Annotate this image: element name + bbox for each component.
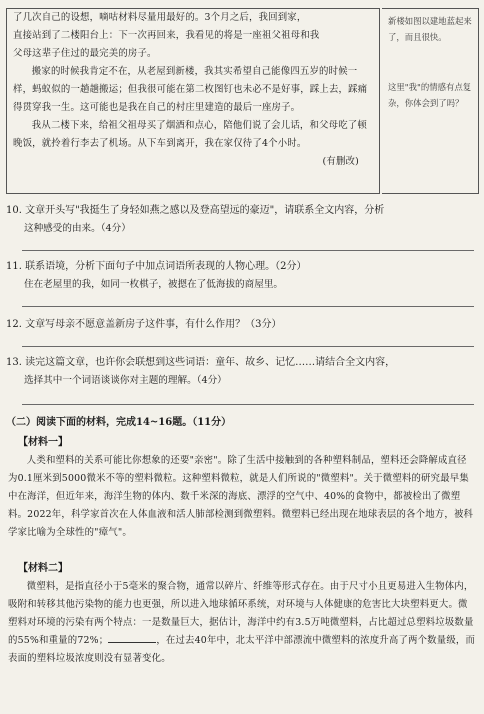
passage-line: 父母这辈子住过的最完美的房子。: [13, 48, 157, 59]
question-13: [6, 354, 476, 390]
section-heading: （二）阅读下面的材料，完成14~16题。（11分）: [6, 417, 232, 428]
question-stem: 10. 文章开头写"我挺生了身轻如燕之感以及登高望远的豪迈"，请联系全文内容，分析: [6, 205, 385, 216]
passage-frame: [6, 8, 380, 194]
material-2-title: 【材料二】: [18, 563, 68, 574]
passage-line: 直接站到了二楼阳台上：下一次再回来，我看见的将是一座祖父祖母和我: [13, 30, 320, 41]
passage-paragraph: 搬家的时候我肯定不在，从老屋到新楼，我其实希望自己能像四五岁的时候一样，蚂蚁似的一趟趟搬运；但我很可能在第二枚图钉也未必不是好事，踩上去，踩痛得贯穿我一生。这可能也是我在自己的村庄里建造的最后一座房子。: [13, 66, 368, 113]
passage-paragraph: 我从二楼下来，给祖父祖母买了烟酒和点心，陪他们说了会儿话，和父母吃了顿晚饭，就拎着行李去了机场。从下车到离开，我在家仅待了4个小时。: [13, 120, 367, 149]
question-stem: 12. 文章写母亲不愿意盖新房子这件事，有什么作用？（3分）: [6, 319, 282, 330]
passage-line: 了几次自己的设想，嘀咕材料尽量用最好的。3个月之后，我回到家，: [13, 12, 307, 23]
material-1-text: [8, 452, 476, 542]
material-text-b: ，在过去40年中，北太平洋中部漂流中微塑料的浓度升高了两个数量级，而表面的塑料垃圾浓度则没有显著变化。: [8, 635, 476, 664]
question-10: [6, 202, 476, 238]
fill-blank[interactable]: [108, 632, 156, 643]
question-subline: 住在老屋里的我，如同一枚棋子，被摁在了低海拔的商屋里。: [24, 279, 284, 290]
answer-line[interactable]: [22, 346, 474, 347]
margin-note: 新楼如图以建地蓝起来了，而且很快。: [388, 16, 472, 42]
material-2-text: [8, 578, 476, 668]
answer-line[interactable]: [22, 404, 474, 405]
question-subline: 这种感受的由来。（4分）: [24, 223, 131, 234]
question-stem: 11. 联系语境，分析下面句子中加点词语所表现的人物心理。（2分）: [6, 261, 307, 272]
answer-line[interactable]: [22, 250, 474, 251]
question-11: [6, 258, 476, 294]
material-paragraph: 人类和塑料的关系可能比你想象的还要"亲密"。除了生活中接触到的各种塑料制品，塑料还会降解成直径为0.1厘米到5000微米不等的塑料微粒。这种塑料微粒，就是人们所说的"微塑料"。关于微塑料的研究最早集中在海洋，但近年来，海洋生物的体内、数千米深的海底、漂浮的空气中、40%的食物中，都被检出了微塑料。2022年，科学家首次在人体血液和活人肺部检测到微塑料。微塑料已经出现在地球表层的各个地方，被科学家比喻为全球性的"瘴气"。: [8, 455, 474, 538]
material-1-title: 【材料一】: [18, 437, 68, 448]
answer-line[interactable]: [22, 306, 474, 307]
question-stem: 13. 读完这篇文章，也许你会联想到这些词语：童年、故乡、记忆……请结合全文内容，: [6, 357, 396, 368]
material-paragraph: [8, 578, 476, 668]
margin-note: 这里"我"的情感有点复杂，你体会到了吗？: [388, 82, 472, 108]
source-note: (有删改): [322, 156, 359, 167]
question-12: [6, 316, 476, 334]
passage-text: [13, 9, 375, 171]
question-subline: 选择其中一个词语谈谈你对主题的理解。（4分）: [24, 375, 227, 386]
margin-notes: [382, 8, 479, 194]
material-text-a: 微塑料，是指直径小于5毫米的聚合物，通常以碎片、纤维等形式存在。由于尺寸小且更易进入生物体内，吸附和转移其他污染物的能力也更强，所以进入地球循环系统，对环境与人体健康的危害比大块塑料更大。微塑料对环境的污染有两个特点：一是数量巨大，据估计，海洋中约有3.5万吨微塑料，占比超过总塑料垃圾数量的55%和重量的72%；: [8, 581, 474, 646]
